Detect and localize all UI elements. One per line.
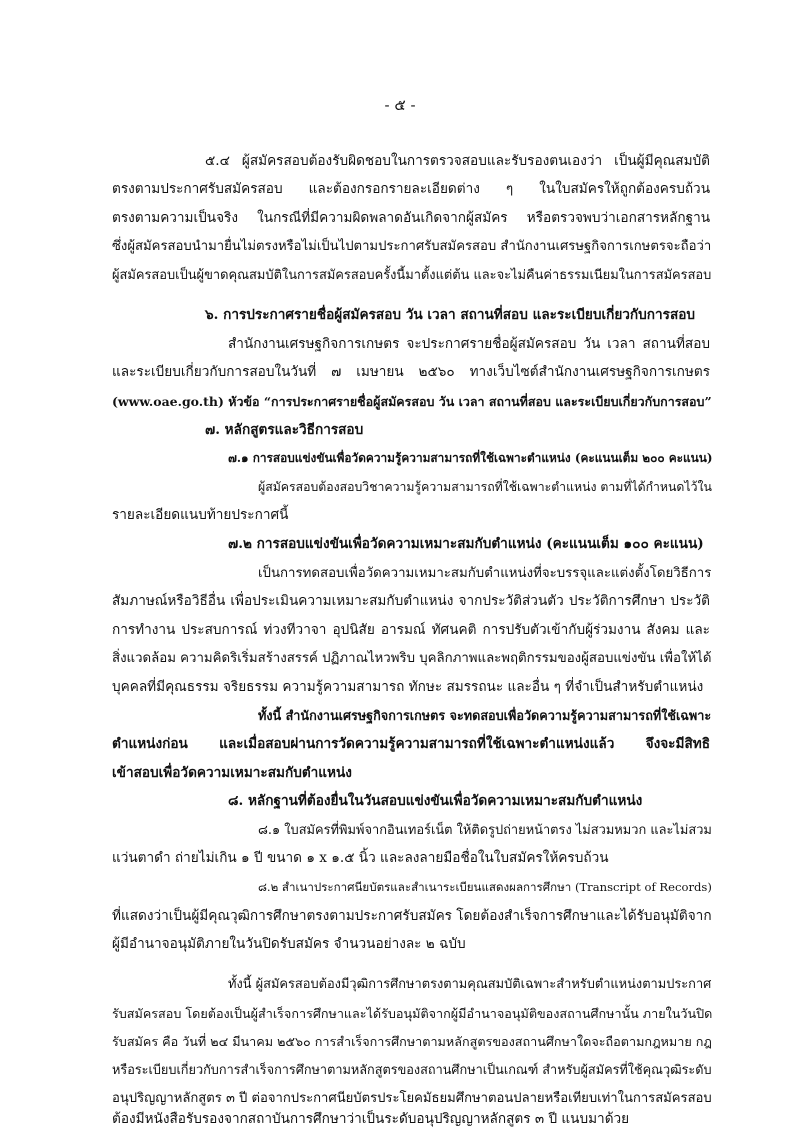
section-7-1-heading: ๗.๑ การสอบแข่งขันเพื่อวัดความรู้ความสามารถที่ใช้เฉพาะตำแหน่ง (คะแนนเต็ม ๒๐๐ คะแนน): [228, 451, 713, 465]
page-number: - ๕ -: [384, 96, 416, 114]
para-5-4-line-5: ผู้สมัครสอบเป็นผู้ขาดคุณสมบัติในการสมัครสอบครั้งนี้มาตั้งแต่ต้น และจะไม่คืนค่าธรรมเนียมในการสมัครสอบ: [112, 268, 712, 283]
section-7-2-line-1: เป็นการทดสอบเพื่อวัดความเหมาะสมกับตำแหน่งที่จะบรรจุและแต่งตั้งโดยวิธีการ: [258, 566, 712, 581]
section-7-2-note-line-2: ตำแหน่งก่อน และเมื่อสอบผ่านการวัดความรู้ความสามารถที่ใช้เฉพาะตำแหน่งแล้ว จึงจะมีสิทธิ: [112, 736, 710, 752]
para-5-4-line-2: ตรงตามประกาศรับสมัครสอบ และต้องกรอกรายละเอียดต่าง ๆ ในใบสมัครให้ถูกต้องครบถ้วน: [112, 181, 710, 197]
section-7-2-heading: ๗.๒ การสอบแข่งขันเพื่อวัดความเหมาะสมกับตำแหน่ง (คะแนนเต็ม ๑๐๐ คะแนน): [228, 536, 704, 552]
para-5-4-line-1: ๕.๔ ผู้สมัครสอบต้องรับผิดชอบในการตรวจสอบและรับรองตนเองว่า เป็นผู้มีคุณสมบัติ: [205, 153, 710, 169]
section-8-1-line-2: แว่นตาดำ ถ่ายไม่เกิน ๑ ปี ขนาด ๑ x ๑.๕ นิ้ว และลงลายมือชื่อในใบสมัครให้ครบถ้วน: [112, 850, 609, 866]
section-6-heading: ๖. การประกาศรายชื่อผู้สมัครสอบ วัน เวลา สถานที่สอบ และระเบียบเกี่ยวกับการสอบ: [205, 307, 696, 323]
section-7-2-line-3: การทำงาน ประสบการณ์ ท่วงทีวาจา อุปนิสัย อารมณ์ ทัศนคติ การปรับตัวเข้ากับผู้ร่วมงาน สังคม และ: [112, 622, 710, 638]
section-7-2-note-line-3: เข้าสอบเพื่อวัดความเหมาะสมกับตำแหน่ง: [112, 765, 352, 781]
section-7-2-line-2: สัมภาษณ์หรือวิธีอื่น เพื่อประเมินความเหมาะสมกับตำแหน่ง จากประวัติส่วนตัว ประวัติการศึกษา ประวัติ: [112, 593, 710, 609]
para-5-4-line-4: ซึ่งผู้สมัครสอบนำมายื่นไม่ตรงหรือไม่เป็นไปตามประกาศรับสมัครสอบ สำนักงานเศรษฐกิจการเกษตรจะถือว่า: [112, 239, 712, 254]
section-8-heading: ๘. หลักฐานที่ต้องยื่นในวันสอบแข่งขันเพื่อวัดความเหมาะสมกับตำแหน่ง: [228, 793, 643, 809]
note-line-1: ทั้งนี้ ผู้สมัครสอบต้องมีวุฒิการศึกษาตรงตามคุณสมบัติเฉพาะสำหรับตำแหน่งตามประกาศ: [228, 977, 712, 992]
section-7-2-line-4: สิ่งแวดล้อม ความคิดริเริ่มสร้างสรรค์ ปฏิภาณไหวพริบ บุคลิกภาพและพฤติกรรมของผู้สอบแข่งขัน เพื่อให้ได้: [112, 651, 712, 666]
para-5-4-line-3: ตรงตามความเป็นจริง ในกรณีที่มีความผิดพลาดอันเกิดจากผู้สมัคร หรือตรวจพบว่าเอกสารหลักฐาน: [112, 210, 710, 226]
section-8-2-line-2: ที่แสดงว่าเป็นผู้มีคุณวุฒิการศึกษาตรงตามประกาศรับสมัคร โดยต้องสำเร็จการศึกษาและได้รับอนุมัติจาก: [112, 908, 712, 924]
section-7-1-line-1: ผู้สมัครสอบต้องสอบวิชาความรู้ความสามารถที่ใช้เฉพาะตำแหน่ง ตามที่ได้กำหนดไว้ใน: [258, 480, 712, 494]
section-8-1-line-1: ๘.๑ ใบสมัครที่พิมพ์จากอินเทอร์เน็ต ให้ติดรูปถ่ายหน้าตรง ไม่สวมหมวก และไม่สวม: [258, 823, 712, 838]
section-7-2-line-5: บุคคลที่มีคุณธรรม จริยธรรม ความรู้ความสามารถ ทักษะ สมรรถนะ และอื่น ๆ ที่จำเป็นสำหรับตำแหน่ง: [112, 679, 704, 695]
section-6-line-3: (www.oae.go.th) หัวข้อ “การประกาศรายชื่อผู้สมัครสอบ วัน เวลา สถานที่สอบ และระเบียบเกี่ยวกับการสอบ”: [112, 394, 712, 409]
note-line-6: ต้องมีหนังสือรับรองจากสถาบันการศึกษาว่าเป็นระดับอนุปริญญาหลักสูตร ๓ ปี แนบมาด้วย: [112, 1111, 630, 1127]
section-7-2-note-line-1: ทั้งนี้ สำนักงานเศรษฐกิจการเกษตร จะทดสอบเพื่อวัดความรู้ความสามารถที่ใช้เฉพาะ: [258, 708, 712, 723]
section-6-line-2: และระเบียบเกี่ยวกับการสอบในวันที่ ๗ เมษายน ๒๕๖๐ ทางเว็บไซต์สำนักงานเศรษฐกิจการเกษตร: [112, 364, 710, 380]
section-8-2-line-3: ผู้มีอำนาจอนุมัติภายในวันปิดรับสมัคร จำนวนอย่างละ ๒ ฉบับ: [112, 936, 466, 952]
section-7-heading: ๗. หลักสูตรและวิธีการสอบ: [205, 422, 364, 438]
section-7-1-line-2: รายละเอียดแนบท้ายประกาศนี้: [112, 507, 289, 523]
section-8-2-line-1: ๘.๒ สำเนาประกาศนียบัตรและสำเนาระเบียนแสดงผลการศึกษา (Transcript of Records): [258, 880, 712, 894]
note-line-3: รับสมัคร คือ วันที่ ๒๔ มีนาคม ๒๕๖๐ การสำเร็จการศึกษาตามหลักสูตรของสถานศึกษาใดจะถือตามกฎหมาย กฎ: [112, 1034, 712, 1049]
note-line-4: หรือระเบียบเกี่ยวกับการสำเร็จการศึกษาตามหลักสูตรของสถานศึกษาเป็นเกณฑ์ สำหรับผู้สมัครที่ใช้คุณวุฒิระดับ: [112, 1063, 712, 1078]
note-line-2: รับสมัครสอบ โดยต้องเป็นผู้สำเร็จการศึกษาและได้รับอนุมัติจากผู้มีอำนาจอนุมัติของสถานศึกษานั้น ภายในวันปิด: [112, 1006, 713, 1021]
section-6-line-1: สำนักงานเศรษฐกิจการเกษตร จะประกาศรายชื่อผู้สมัครสอบ วัน เวลา สถานที่สอบ: [228, 336, 710, 352]
note-line-5: อนุปริญญาหลักสูตร ๓ ปี ต่อจากประกาศนียบัตรประโยคมัธยมศึกษาตอนปลายหรือเทียบเท่าในการสมัครสอบ: [112, 1091, 712, 1106]
